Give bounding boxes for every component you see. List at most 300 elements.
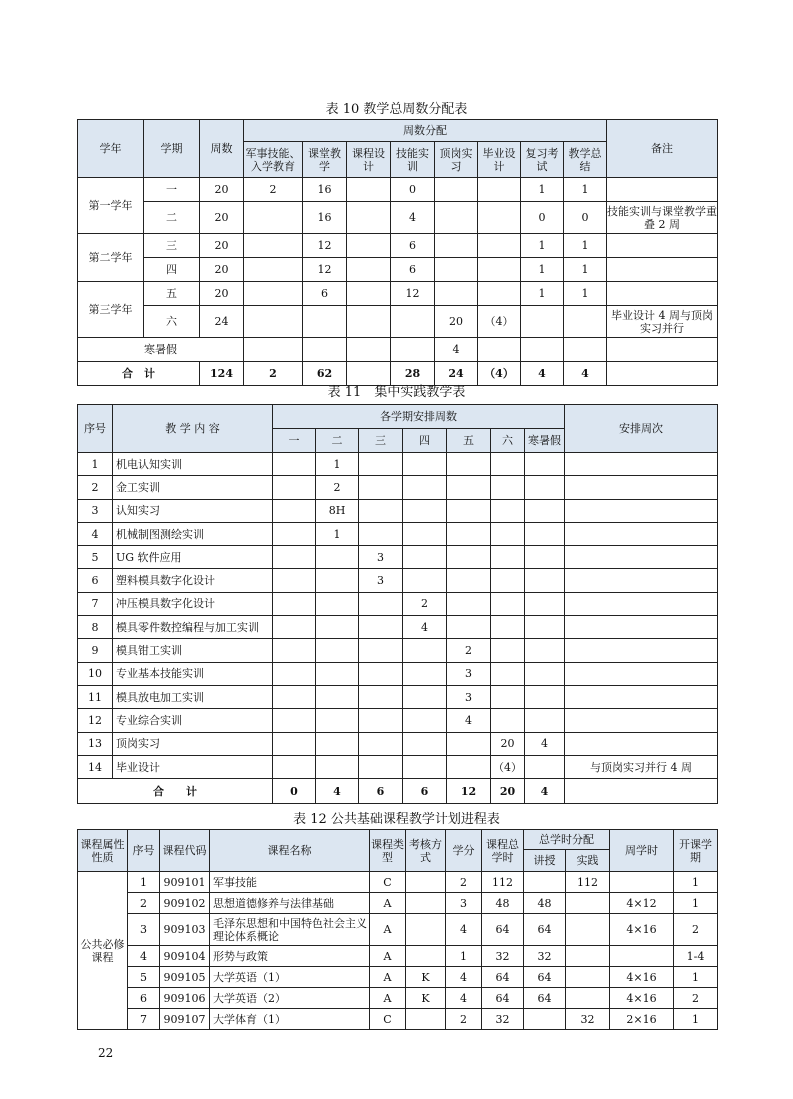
t10-note bbox=[607, 282, 718, 306]
t11-cell bbox=[359, 616, 403, 639]
t10-h-dist: 周数分配 bbox=[244, 120, 607, 142]
t11-cell bbox=[491, 616, 525, 639]
t10-year: 第一学年 bbox=[78, 178, 144, 234]
t12-name: 大学英语（2） bbox=[210, 988, 370, 1009]
t11-h-arr: 安排周次 bbox=[565, 405, 718, 453]
t11-name: 认知实习 bbox=[113, 499, 273, 522]
t10-h-year: 学年 bbox=[78, 120, 144, 178]
t11-cell bbox=[403, 639, 447, 662]
t11-cell bbox=[525, 709, 565, 732]
t11-total-cell: 4 bbox=[316, 779, 359, 804]
t10-sub: 课堂教学 bbox=[303, 142, 347, 178]
t11-cell bbox=[359, 592, 403, 615]
t12-credit: 4 bbox=[446, 967, 482, 988]
t11-no: 8 bbox=[78, 616, 113, 639]
t11-arr bbox=[565, 592, 718, 615]
t11-cell bbox=[359, 685, 403, 708]
t10-sub: 顶岗实习 bbox=[435, 142, 478, 178]
t12-lecture: 64 bbox=[524, 914, 566, 946]
t11-cell bbox=[447, 453, 491, 476]
t10-cell: 4 bbox=[391, 202, 435, 234]
t11-cell bbox=[359, 732, 403, 755]
t10-cell bbox=[521, 338, 564, 362]
t11-no: 13 bbox=[78, 732, 113, 755]
t10-cell: 6 bbox=[391, 234, 435, 258]
t11-row bbox=[78, 685, 718, 708]
t10-cell bbox=[478, 202, 521, 234]
t12-row bbox=[78, 872, 718, 893]
t10-cell: 2 bbox=[244, 178, 303, 202]
t11-arr bbox=[565, 732, 718, 755]
t11-cell bbox=[525, 662, 565, 685]
t11-arr bbox=[565, 569, 718, 592]
t12-credit: 4 bbox=[446, 988, 482, 1009]
t11-cell bbox=[273, 546, 316, 569]
t11-cell: 2 bbox=[316, 476, 359, 499]
t10-cell bbox=[347, 178, 391, 202]
t10-cell bbox=[244, 258, 303, 282]
t10-total-cell: 4 bbox=[521, 362, 564, 386]
t10-row bbox=[78, 202, 718, 234]
t10-sub: 技能实训 bbox=[391, 142, 435, 178]
t10-weeks: 20 bbox=[200, 282, 244, 306]
t11-cell bbox=[525, 453, 565, 476]
t10-cell: 12 bbox=[303, 258, 347, 282]
t12-total: 32 bbox=[482, 946, 524, 967]
t11-cell bbox=[403, 453, 447, 476]
t11-row bbox=[78, 592, 718, 615]
t10-cell: 6 bbox=[391, 258, 435, 282]
t11-cell bbox=[447, 499, 491, 522]
t10-cell bbox=[435, 234, 478, 258]
t11-cell: 1 bbox=[316, 522, 359, 545]
t12-h-attr: 课程属性性质 bbox=[78, 830, 128, 872]
t10-cell bbox=[303, 338, 347, 362]
t11-cell bbox=[525, 592, 565, 615]
t10-cell: 1 bbox=[521, 258, 564, 282]
t12-weekly: 4×16 bbox=[610, 914, 674, 946]
t11-cell bbox=[491, 499, 525, 522]
t12-type: A bbox=[370, 946, 406, 967]
t12-h-alloc: 总学时分配 bbox=[524, 830, 610, 850]
t10-row bbox=[78, 258, 718, 282]
t11-cell: 3 bbox=[359, 569, 403, 592]
t10-row bbox=[78, 234, 718, 258]
t10-cell bbox=[347, 282, 391, 306]
t11-cell bbox=[403, 662, 447, 685]
t12-practice: 112 bbox=[566, 872, 610, 893]
t11-name: 机电认知实训 bbox=[113, 453, 273, 476]
t11-cell: 2 bbox=[447, 639, 491, 662]
t11-cell: 4 bbox=[447, 709, 491, 732]
t10-cell bbox=[478, 338, 521, 362]
t12-exam bbox=[406, 893, 446, 914]
t10-year: 第三学年 bbox=[78, 282, 144, 338]
table10 bbox=[77, 119, 718, 386]
t11-row bbox=[78, 755, 718, 778]
t10-total-cell: 24 bbox=[435, 362, 478, 386]
t11-cell: 3 bbox=[359, 546, 403, 569]
t10-cell: 0 bbox=[391, 178, 435, 202]
t11-cell: 3 bbox=[447, 662, 491, 685]
t11-cell bbox=[316, 685, 359, 708]
t11-cell bbox=[316, 546, 359, 569]
t10-sub: 军事技能、入学教育 bbox=[244, 142, 303, 178]
t12-h-no: 序号 bbox=[128, 830, 160, 872]
t11-cell bbox=[316, 569, 359, 592]
t11-cell bbox=[403, 709, 447, 732]
t11-cell bbox=[403, 476, 447, 499]
t10-cell bbox=[347, 202, 391, 234]
t11-term: 五 bbox=[447, 429, 491, 453]
t12-name: 形势与政策 bbox=[210, 946, 370, 967]
t10-cell bbox=[435, 258, 478, 282]
t11-cell bbox=[403, 569, 447, 592]
t11-cell bbox=[491, 639, 525, 662]
t10-total-cell: 62 bbox=[303, 362, 347, 386]
t11-cell bbox=[316, 732, 359, 755]
t11-row bbox=[78, 453, 718, 476]
t11-arr bbox=[565, 476, 718, 499]
t11-cell bbox=[491, 569, 525, 592]
t10-cell bbox=[244, 202, 303, 234]
t10-weeks: 24 bbox=[200, 306, 244, 338]
t10-cell bbox=[244, 234, 303, 258]
t10-sub: 教学总结 bbox=[564, 142, 607, 178]
t12-row bbox=[78, 946, 718, 967]
t11-cell bbox=[403, 546, 447, 569]
t11-cell bbox=[447, 569, 491, 592]
t11-name: 专业综合实训 bbox=[113, 709, 273, 732]
t10-cell bbox=[391, 338, 435, 362]
t12-term: 1 bbox=[674, 967, 718, 988]
t12-weekly: 2×16 bbox=[610, 1009, 674, 1030]
t12-no: 5 bbox=[128, 967, 160, 988]
t12-h-term: 开课学期 bbox=[674, 830, 718, 872]
t12-row bbox=[78, 988, 718, 1009]
t12-h-lecture: 讲授 bbox=[524, 850, 566, 872]
t11-cell bbox=[316, 592, 359, 615]
t11-cell bbox=[447, 476, 491, 499]
t12-h-credit: 学分 bbox=[446, 830, 482, 872]
t11-cell bbox=[525, 755, 565, 778]
t11-cell bbox=[316, 639, 359, 662]
t12-credit: 2 bbox=[446, 872, 482, 893]
t10-cell bbox=[478, 234, 521, 258]
t11-arr bbox=[565, 546, 718, 569]
t11-term: 四 bbox=[403, 429, 447, 453]
t11-cell bbox=[491, 685, 525, 708]
t11-cell bbox=[316, 662, 359, 685]
t10-cell bbox=[564, 306, 607, 338]
t12-weekly: 4×16 bbox=[610, 967, 674, 988]
t11-cell: （4） bbox=[491, 755, 525, 778]
t10-total-cell: 2 bbox=[244, 362, 303, 386]
t11-row bbox=[78, 709, 718, 732]
t10-cell bbox=[244, 282, 303, 306]
t10-cell bbox=[391, 306, 435, 338]
t10-total-cell: 28 bbox=[391, 362, 435, 386]
t11-cell bbox=[273, 732, 316, 755]
t10-term: 三 bbox=[144, 234, 200, 258]
t12-practice bbox=[566, 946, 610, 967]
page-number: 22 bbox=[98, 1046, 114, 1060]
t12-type: A bbox=[370, 988, 406, 1009]
t12-no: 3 bbox=[128, 914, 160, 946]
t11-cell bbox=[525, 499, 565, 522]
t12-weekly: 4×16 bbox=[610, 988, 674, 1009]
t12-credit: 3 bbox=[446, 893, 482, 914]
t11-total-label: 合 计 bbox=[78, 779, 273, 804]
t11-name: UG 软件应用 bbox=[113, 546, 273, 569]
t10-cell: 1 bbox=[564, 178, 607, 202]
t11-term: 六 bbox=[491, 429, 525, 453]
t10-total-cell: （4） bbox=[478, 362, 521, 386]
t10-sub: 复习考试 bbox=[521, 142, 564, 178]
t10-cell bbox=[607, 338, 718, 362]
t12-weekly bbox=[610, 946, 674, 967]
t11-cell bbox=[447, 522, 491, 545]
t10-cell: （4） bbox=[478, 306, 521, 338]
t10-cell bbox=[244, 306, 303, 338]
t12-term: 1 bbox=[674, 893, 718, 914]
t10-cell bbox=[478, 178, 521, 202]
t11-cell: 3 bbox=[447, 685, 491, 708]
t11-no: 9 bbox=[78, 639, 113, 662]
t10-h-note: 备注 bbox=[607, 120, 718, 178]
t11-row bbox=[78, 732, 718, 755]
t10-weeks: 20 bbox=[200, 258, 244, 282]
t11-h-content: 教 学 内 容 bbox=[113, 405, 273, 453]
t11-name: 专业基本技能实训 bbox=[113, 662, 273, 685]
t10-cell bbox=[521, 306, 564, 338]
t10-cell bbox=[347, 234, 391, 258]
t10-cell bbox=[478, 258, 521, 282]
t12-h-exam: 考核方式 bbox=[406, 830, 446, 872]
t11-name: 模具零件数控编程与加工实训 bbox=[113, 616, 273, 639]
t10-h-term: 学期 bbox=[144, 120, 200, 178]
t10-cell bbox=[347, 306, 391, 338]
t10-cell: 1 bbox=[521, 282, 564, 306]
t12-type: A bbox=[370, 967, 406, 988]
t12-code: 909104 bbox=[160, 946, 210, 967]
t11-no: 11 bbox=[78, 685, 113, 708]
t12-code: 909105 bbox=[160, 967, 210, 988]
t12-credit: 1 bbox=[446, 946, 482, 967]
table12 bbox=[77, 829, 718, 1030]
t12-exam bbox=[406, 872, 446, 893]
t12-type: A bbox=[370, 893, 406, 914]
t12-no: 2 bbox=[128, 893, 160, 914]
t10-note bbox=[607, 258, 718, 282]
t12-weekly bbox=[610, 872, 674, 893]
t10-total-row bbox=[78, 362, 718, 386]
t10-cell: 0 bbox=[521, 202, 564, 234]
t10-row bbox=[78, 306, 718, 338]
t11-no: 5 bbox=[78, 546, 113, 569]
t12-h-practice: 实践 bbox=[566, 850, 610, 872]
t11-term: 三 bbox=[359, 429, 403, 453]
t11-no: 7 bbox=[78, 592, 113, 615]
t12-no: 4 bbox=[128, 946, 160, 967]
t12-h-type: 课程类型 bbox=[370, 830, 406, 872]
t11-arr bbox=[565, 616, 718, 639]
t11-row bbox=[78, 499, 718, 522]
t11-cell bbox=[273, 685, 316, 708]
t10-total-label: 合 计 bbox=[78, 362, 200, 386]
t11-arr: 与顶岗实习并行 4 周 bbox=[565, 755, 718, 778]
t11-cell bbox=[273, 639, 316, 662]
t11-cell bbox=[359, 453, 403, 476]
t11-no: 3 bbox=[78, 499, 113, 522]
t10-cell: 1 bbox=[564, 282, 607, 306]
t12-no: 1 bbox=[128, 872, 160, 893]
t10-cell bbox=[244, 338, 303, 362]
t10-cell: 6 bbox=[303, 282, 347, 306]
t11-cell bbox=[447, 732, 491, 755]
t11-cell bbox=[525, 546, 565, 569]
t11-name: 模具放电加工实训 bbox=[113, 685, 273, 708]
t11-h-weeks: 各学期安排周数 bbox=[273, 405, 565, 429]
t12-lecture: 32 bbox=[524, 946, 566, 967]
t11-arr bbox=[565, 499, 718, 522]
t12-practice bbox=[566, 893, 610, 914]
t11-cell bbox=[273, 499, 316, 522]
t11-cell bbox=[359, 639, 403, 662]
t11-cell bbox=[403, 732, 447, 755]
t12-no: 7 bbox=[128, 1009, 160, 1030]
t10-weeks: 20 bbox=[200, 234, 244, 258]
t12-exam bbox=[406, 914, 446, 946]
t11-row bbox=[78, 569, 718, 592]
t12-no: 6 bbox=[128, 988, 160, 1009]
t10-sub: 课程设计 bbox=[347, 142, 391, 178]
t12-practice bbox=[566, 914, 610, 946]
table11 bbox=[77, 404, 718, 804]
t12-practice bbox=[566, 988, 610, 1009]
t11-name: 塑料模具数字化设计 bbox=[113, 569, 273, 592]
t11-cell bbox=[316, 709, 359, 732]
t11-cell bbox=[491, 662, 525, 685]
t11-cell: 1 bbox=[316, 453, 359, 476]
t11-row bbox=[78, 546, 718, 569]
t12-code: 909101 bbox=[160, 872, 210, 893]
t11-cell bbox=[491, 522, 525, 545]
t11-cell bbox=[491, 476, 525, 499]
t12-name: 大学英语（1） bbox=[210, 967, 370, 988]
t11-arr bbox=[565, 522, 718, 545]
t12-term: 2 bbox=[674, 988, 718, 1009]
t12-row bbox=[78, 893, 718, 914]
t11-cell bbox=[273, 709, 316, 732]
t12-group: 公共必修课程 bbox=[78, 872, 128, 1030]
t11-cell bbox=[273, 662, 316, 685]
t10-cell bbox=[435, 202, 478, 234]
t12-h-weekly: 周学时 bbox=[610, 830, 674, 872]
t10-total-cell bbox=[347, 362, 391, 386]
t11-cell bbox=[359, 476, 403, 499]
t11-cell bbox=[525, 616, 565, 639]
t12-row bbox=[78, 967, 718, 988]
t11-cell bbox=[403, 685, 447, 708]
t11-no: 4 bbox=[78, 522, 113, 545]
t11-cell bbox=[403, 755, 447, 778]
t12-lecture: 48 bbox=[524, 893, 566, 914]
t10-total-weeks: 124 bbox=[200, 362, 244, 386]
t12-credit: 2 bbox=[446, 1009, 482, 1030]
t12-exam bbox=[406, 946, 446, 967]
t11-term: 寒暑假 bbox=[525, 429, 565, 453]
t11-arr bbox=[565, 662, 718, 685]
t12-exam bbox=[406, 1009, 446, 1030]
t10-cell: 1 bbox=[564, 234, 607, 258]
t12-h-code: 课程代码 bbox=[160, 830, 210, 872]
t11-total-row bbox=[78, 779, 718, 804]
t11-no: 10 bbox=[78, 662, 113, 685]
t12-code: 909107 bbox=[160, 1009, 210, 1030]
t12-lecture bbox=[524, 1009, 566, 1030]
table11-caption: 表 11 集中实践教学表 bbox=[327, 385, 466, 400]
t12-h-name: 课程名称 bbox=[210, 830, 370, 872]
t11-no: 14 bbox=[78, 755, 113, 778]
t10-cell: 4 bbox=[435, 338, 478, 362]
t12-type: C bbox=[370, 872, 406, 893]
t10-sub: 毕业设计 bbox=[478, 142, 521, 178]
t11-term: 二 bbox=[316, 429, 359, 453]
table10-caption: 表 10 教学总周数分配表 bbox=[325, 102, 468, 117]
t11-total-cell: 6 bbox=[359, 779, 403, 804]
t11-cell: 4 bbox=[403, 616, 447, 639]
t11-name: 模具钳工实训 bbox=[113, 639, 273, 662]
t12-exam: K bbox=[406, 988, 446, 1009]
t10-row bbox=[78, 282, 718, 306]
t11-cell bbox=[525, 569, 565, 592]
t11-cell bbox=[273, 755, 316, 778]
t11-cell bbox=[316, 755, 359, 778]
t10-cell: 1 bbox=[521, 234, 564, 258]
t12-exam: K bbox=[406, 967, 446, 988]
t11-cell: 8H bbox=[316, 499, 359, 522]
t11-name: 金工实训 bbox=[113, 476, 273, 499]
t12-lecture: 64 bbox=[524, 988, 566, 1009]
t11-arr bbox=[565, 639, 718, 662]
t11-no: 12 bbox=[78, 709, 113, 732]
t10-cell bbox=[347, 338, 391, 362]
t11-row bbox=[78, 476, 718, 499]
t11-cell bbox=[447, 755, 491, 778]
t10-note bbox=[607, 178, 718, 202]
t11-no: 1 bbox=[78, 453, 113, 476]
t11-total-cell: 6 bbox=[403, 779, 447, 804]
t12-practice: 32 bbox=[566, 1009, 610, 1030]
t10-cell: 20 bbox=[435, 306, 478, 338]
t10-weeks: 20 bbox=[200, 178, 244, 202]
t11-total-cell: 4 bbox=[525, 779, 565, 804]
t10-winter-row bbox=[78, 338, 718, 362]
t12-lecture: 64 bbox=[524, 967, 566, 988]
t12-term: 1 bbox=[674, 1009, 718, 1030]
t12-term: 1-4 bbox=[674, 946, 718, 967]
t11-cell bbox=[525, 639, 565, 662]
t12-name: 毛泽东思想和中国特色社会主义理论体系概论 bbox=[210, 914, 370, 946]
t11-cell bbox=[447, 616, 491, 639]
t10-cell: 16 bbox=[303, 202, 347, 234]
t12-type: A bbox=[370, 914, 406, 946]
t11-cell bbox=[403, 499, 447, 522]
t10-term: 一 bbox=[144, 178, 200, 202]
t10-cell bbox=[607, 362, 718, 386]
t12-name: 军事技能 bbox=[210, 872, 370, 893]
